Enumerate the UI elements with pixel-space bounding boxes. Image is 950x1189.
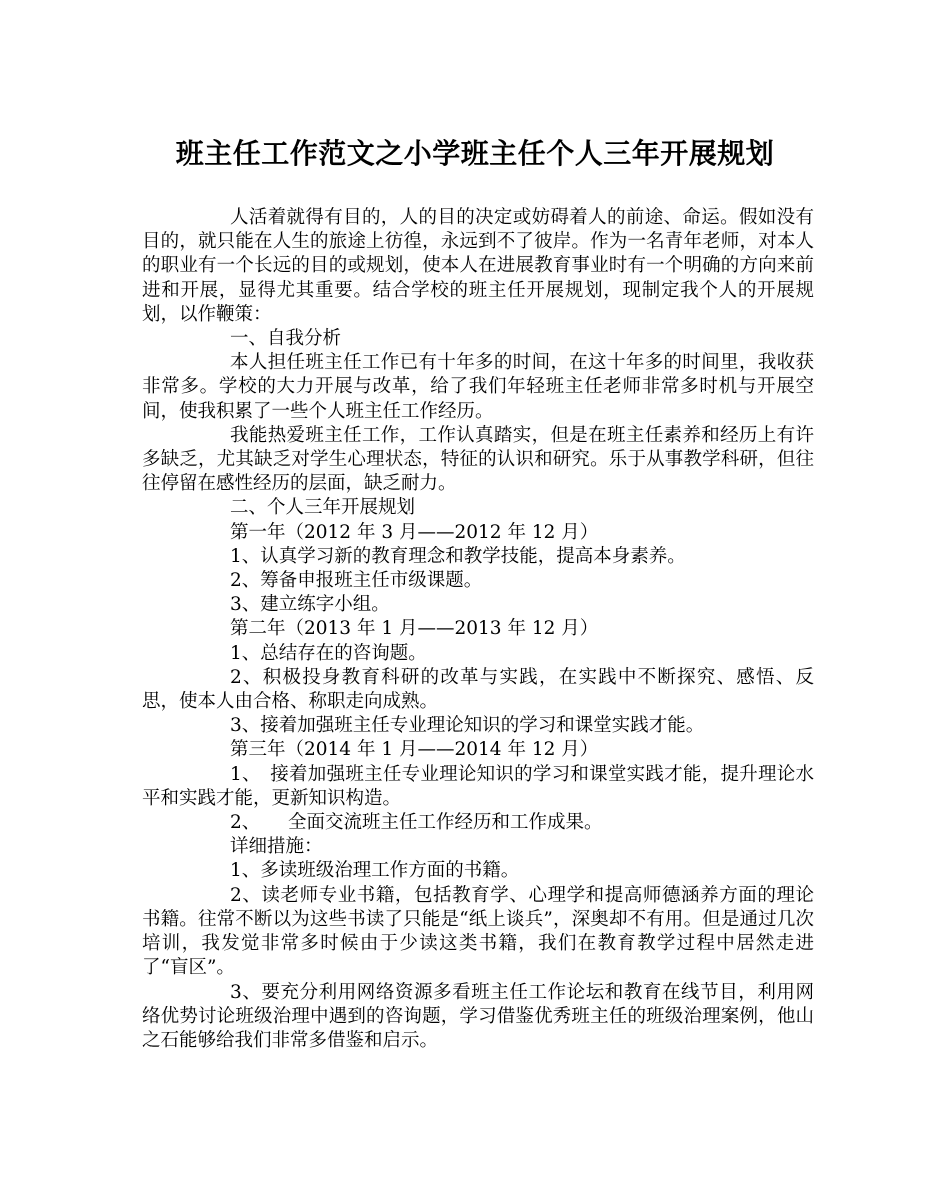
year-two-item-3: 3、接着加强班主任专业理论知识的学习和课堂实践才能。 (230, 715, 705, 737)
intro-paragraph: 人活着就得有目的，人的目的决定或妨碍着人的前途、命运。假如没有目的，就只能在人生的旅途上彷徨，永远到不了彼岸。作为一名青年老师，对本人的职业有一个长远的目的或规划，使本人在进展教育事业时有一个明确的方向来前进和开展，显得尤其重要。结合学校的班主任开展规划，现制定我个人的开展规划，以作鞭策： (142, 207, 814, 325)
year-three-heading: 第三年（2014 年 1 月——2014 年 12 月） (230, 739, 599, 761)
year-one-item-2: 2、筹备申报班主任市级课题。 (230, 570, 483, 592)
year-two-item-1: 1、总结存在的咨询题。 (230, 642, 427, 664)
document-title: 班主任工作范文之小学班主任个人三年开展规划 (175, 137, 775, 170)
measures-item-2: 2、读老师专业书籍，包括教育学、心理学和提高师德涵养方面的理论书籍。往常不断以为这些书读了只能是“纸上谈兵”，深奥却不有用。但是通过几次培训，我发觉非常多时候由于少读这类书籍，我们在教育教学过程中居然走进了“盲区”。 (142, 884, 814, 979)
year-two-heading: 第二年（2013 年 1 月——2013 年 12 月） (230, 618, 599, 640)
paragraph-experience: 本人担任班主任工作已有十年多的时间，在这十年多的时间里，我收获非常多。学校的大力开展与改革，给了我们年轻班主任老师非常多时机与开展空间，使我积累了一些个人班主任工作经历。 (142, 352, 814, 422)
year-three-item-2: 2、 全面交流班主任工作经历和工作成果。 (230, 812, 603, 834)
year-one-item-3: 3、建立练字小组。 (230, 594, 390, 616)
paragraph-shortcomings: 我能热爱班主任工作，工作认真踏实，但是在班主任素养和经历上有许多缺乏，尤其缺乏对学生心理状态，特征的认识和研究。乐于从事教学科研，但往往停留在感性经历的层面，缺乏耐力。 (142, 424, 814, 495)
year-three-item-1: 1、 接着加强班主任专业理论知识的学习和课堂实践才能，提升理论水平和实践才能，更新知识构造。 (142, 763, 814, 809)
year-two-item-2: 2、积极投身教育科研的改革与实践，在实践中不断探究、感悟、反思，使本人由合格、称职走向成熟。 (142, 666, 814, 713)
measures-item-1: 1、多读班级治理工作方面的书籍。 (230, 860, 520, 882)
document-body (142, 206, 814, 1053)
measures-heading: 详细措施： (230, 836, 323, 858)
section-heading-self-analysis: 一、自我分析 (230, 328, 342, 350)
year-one-item-1: 1、认真学习新的教育理念和教学技能，提高本身素养。 (230, 545, 686, 567)
section-heading-three-year-plan: 二、个人三年开展规划 (230, 497, 416, 519)
measures-item-3: 3、要充分利用网络资源多看班主任工作论坛和教育在线节目，利用网络优势讨论班级治理中遇到的咨询题，学习借鉴优秀班主任的班级治理案例，他山之石能够给我们非常多借鉴和启示。 (142, 981, 814, 1051)
year-one-heading: 第一年（2012 年 3 月——2012 年 12 月） (230, 521, 599, 543)
